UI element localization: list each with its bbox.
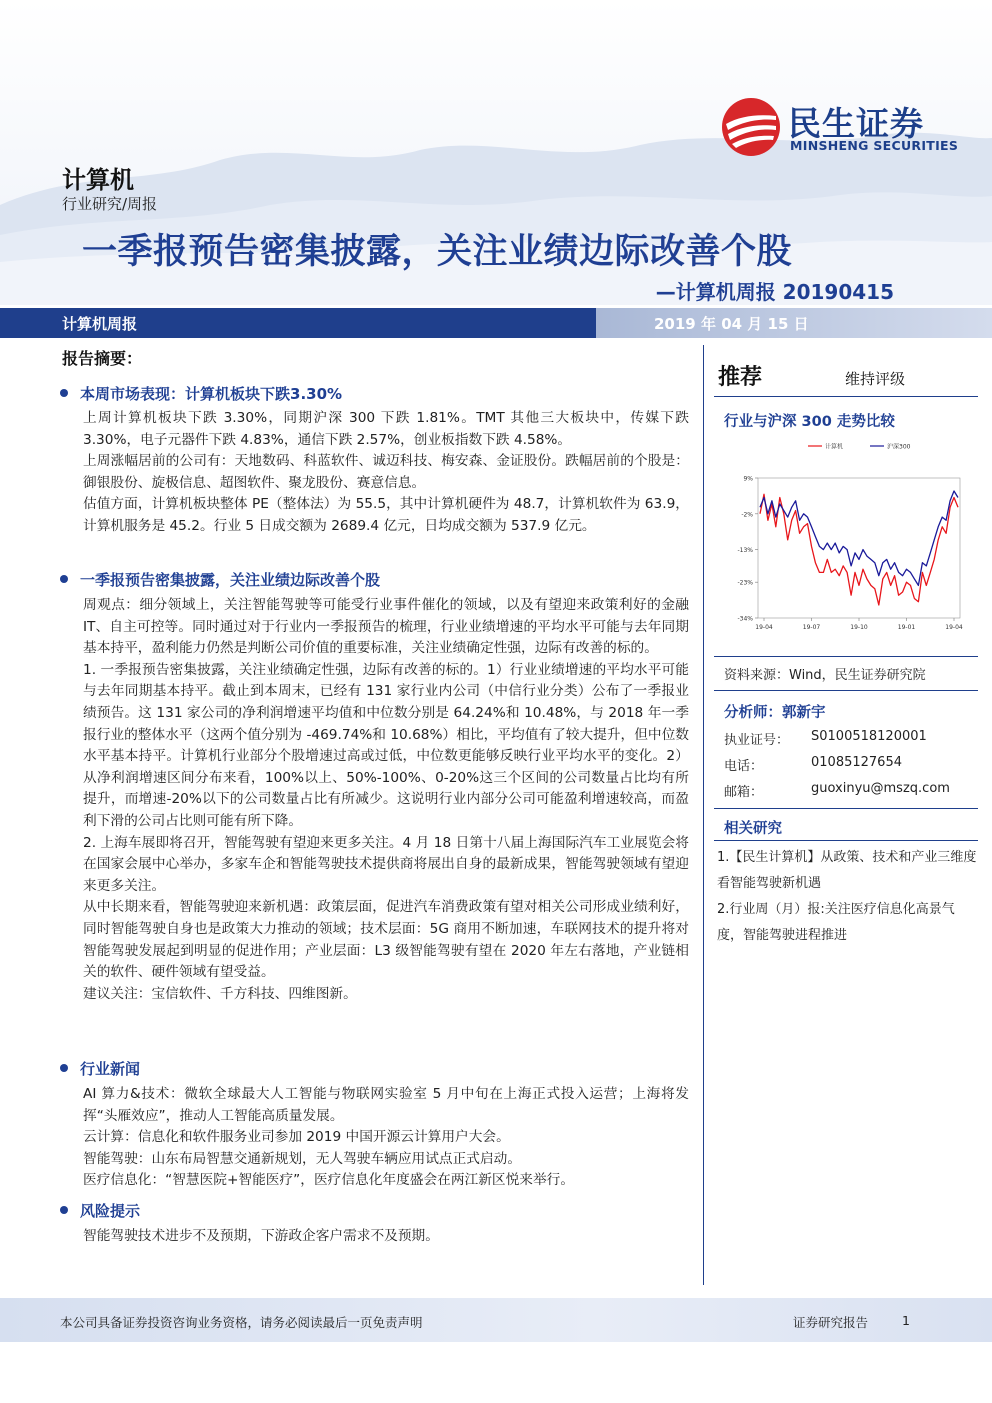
- chart-title: 行业与沪深 300 走势比较: [724, 414, 895, 430]
- paragraph: 智能驾驶技术进步不及预期，下游政企客户需求不及预期。: [83, 1228, 439, 1244]
- paragraph: 上周涨幅居前的公司有：天地数码、科蓝软件、诚迈科技、梅安森、金证股份。跌幅居前的个股是：御银股份、旋极信息、超图软件、聚龙股份、赛意信息。: [83, 453, 689, 491]
- email-label: 邮箱：: [724, 785, 764, 800]
- bullet-icon: [60, 1206, 68, 1214]
- divider: [714, 840, 978, 841]
- section-body-market: [83, 408, 689, 538]
- paragraph: 云计算：信息化和软件服务业司参加 2019 中国开源云计算用户大会。: [83, 1129, 510, 1146]
- email-value[interactable]: guoxinyu@mszq.com: [811, 781, 950, 796]
- section-body-news: [83, 1084, 689, 1192]
- report-date: 2019 年 04 月 15 日: [654, 315, 809, 333]
- paragraph: 建议关注：宝信软件、千方科技、四维图新。: [83, 985, 357, 1002]
- paragraph: 从中长期来看，智能驾驶迎来新机遇：政策层面，促进汽车消费政策有望对相关公司形成业绩利好，同时智能驾驶自身也是政策大力推动的领域；技术层面：5G 商用不断加速，车联网技术的提升将对智能驾驶发展起到明显的促进作用；产业层面：L3 级智能驾驶有望在 2020 年左右落地，产业链相关的软件、硬件领域有望受益。: [83, 899, 689, 981]
- chart-x-tick-label: 19-10: [850, 624, 868, 631]
- chart-series-line-hs300: [760, 491, 958, 585]
- chart-x-tick-label: 19-04: [755, 624, 773, 631]
- bullet-icon: [60, 389, 68, 397]
- divider: [714, 690, 978, 691]
- footer-doc-type: 证券研究报告: [793, 1315, 869, 1330]
- section-body-risk: [83, 1226, 689, 1248]
- section-heading-news: 行业新闻: [60, 1058, 140, 1079]
- chart-x-tick-label: 19-07: [802, 624, 821, 631]
- page-number: 1: [902, 1313, 910, 1328]
- chart-y-tick-label: -34%: [737, 615, 753, 623]
- column-divider: [703, 345, 704, 1285]
- chart-y-tick-label: -2%: [741, 511, 753, 519]
- chart-y-tick-label: -23%: [737, 579, 753, 587]
- section-heading-risk: 风险提示: [60, 1200, 140, 1221]
- chart-legend-label: 计算机: [825, 443, 844, 451]
- paragraph: 上周计算机板块下跌 3.30%，同期沪深 300 下跌 1.81%。TMT 其他三大板块中，传媒下跌 3.30%，电子元器件下跌 4.83%，通信下跌 2.57%，创业板指数下跌 4.58%。: [83, 410, 689, 448]
- divider: [714, 656, 978, 657]
- chart-y-tick-label: -13%: [737, 547, 753, 555]
- minsheng-logo-icon: [720, 96, 782, 158]
- bullet-icon: [60, 575, 68, 583]
- paragraph: 1. 一季报预告密集披露，关注业绩确定性强，边际有改善的标的。1）行业业绩增速的平均水平可能与去年同期基本持平。截止到本周末，已经有 131 家行业内公司（中信行业分类）公布了一季报业绩预告。这 131 家公司的净利润增速平均值和中位数分别是 64.24%和 10.48%，与 2018 年一季报行业的整体水平（这两个值分别为 -469.74%和 10.68%）相比，平均值有了较大提升，但中位数水平基本持平。计算机行业部分个股增速过高或过低，中位数更能够反映行业平均水平的变化。2）从净利润增速区间分布来看，100%以上、50%-100%、0-20%这三个区间的公司数量占比均有所提升，而增速-20%以下的公司数量占比有所减少。这说明行业内部分公司可能盈利增速较高，而盈利下滑的公司占比则可能有所下降。: [83, 661, 689, 829]
- paragraph: 估值方面，计算机板块整体 PE（整体法）为 55.5，其中计算机硬件为 48.7，计算机软件为 63.9，计算机服务是 45.2。行业 5 日成交额为 2689.4 亿元，日均成交额为 537.9 亿元。: [83, 496, 689, 534]
- section-heading-market: 本周市场表现：计算机板块下跌3.30%: [60, 383, 342, 404]
- header-bar-label: 计算机周报: [62, 315, 138, 333]
- chart-source: 资料来源：Wind，民生证券研究院: [724, 668, 926, 683]
- chart-y-tick-label: 9%: [743, 475, 753, 483]
- paragraph: 智能驾驶：山东布局智慧交通新规划，无人驾驶车辆应用试点正式启动。: [83, 1150, 522, 1167]
- trend-chart: [720, 430, 970, 635]
- bullet-icon: [60, 1064, 68, 1072]
- chart-plot-frame: [758, 478, 960, 618]
- cert-value: S0100518120001: [811, 729, 927, 744]
- abstract-heading: 报告摘要：: [62, 349, 143, 368]
- rating-value: 维持评级: [845, 370, 906, 388]
- divider: [714, 808, 978, 809]
- logo-text-en: MINSHENG SECURITIES: [790, 138, 959, 153]
- report-title: 一季报预告密集披露，关注业绩边际改善个股: [82, 232, 793, 272]
- footer-disclaimer: 本公司具备证券投资咨询业务资格，请务必阅读最后一页免责声明: [60, 1315, 423, 1330]
- paragraph: 2. 上海车展即将召开，智能驾驶有望迎来更多关注。4 月 18 日第十八届上海国际汽车工业展览会将在国家会展中心举办，多家车企和智能驾驶技术提供商将展出自身的最新成果，智能驾驶领域有望迎来更多关注。: [83, 834, 689, 894]
- paragraph: 周观点：细分领域上，关注智能驾驶等可能受行业事件催化的领域，以及有望迎来政策利好的金融 IT、自主可控等。同时通过对于行业内一季报预告的梳理，行业业绩增速的平均水平可能与去年同期基本持平，盈利能力仍然是判断公司价值的重要标准，关注业绩确定性强，边际有改善的标的。: [83, 597, 689, 657]
- phone-value: 01085127654: [811, 755, 902, 770]
- cert-label: 执业证号：: [724, 733, 790, 748]
- rating-label: 推荐: [718, 365, 763, 390]
- divider: [714, 396, 978, 397]
- related-item[interactable]: 1.【民生计算机】从政策、技术和产业三维度看智能驾驶新机遇: [717, 850, 977, 891]
- related-item[interactable]: 2.行业周（月）报:关注医疗信息化高景气度，智能驾驶进程推进: [717, 902, 955, 943]
- paragraph: 医疗信息化：“智慧医院+智能医疗”，医疗信息化年度盛会在两江新区悦来举行。: [83, 1172, 575, 1189]
- section-body-view: [83, 595, 689, 1005]
- chart-legend-label: 沪深300: [887, 443, 911, 451]
- phone-label: 电话：: [724, 759, 764, 774]
- logo-text-cn: 民生证券: [788, 104, 924, 143]
- related-list: [717, 845, 977, 949]
- report-subtitle: —计算机周报 20190415: [655, 280, 894, 304]
- report-type: 行业研究/周报: [62, 195, 158, 213]
- section-heading-view: 一季报预告密集披露，关注业绩边际改善个股: [60, 569, 380, 590]
- chart-x-tick-label: 19-01: [897, 624, 916, 631]
- paragraph: AI 算力&技术：微软全球最大人工智能与物联网实验室 5 月中旬在上海正式投入运营；上海将发挥“头雁效应”，推动人工智能高质量发展。: [83, 1086, 689, 1124]
- related-heading: 相关研究: [724, 821, 782, 837]
- analyst-heading: 分析师：郭新宇: [724, 705, 826, 721]
- sector-label: 计算机: [62, 166, 134, 194]
- chart-x-tick-label: 19-04: [945, 624, 963, 631]
